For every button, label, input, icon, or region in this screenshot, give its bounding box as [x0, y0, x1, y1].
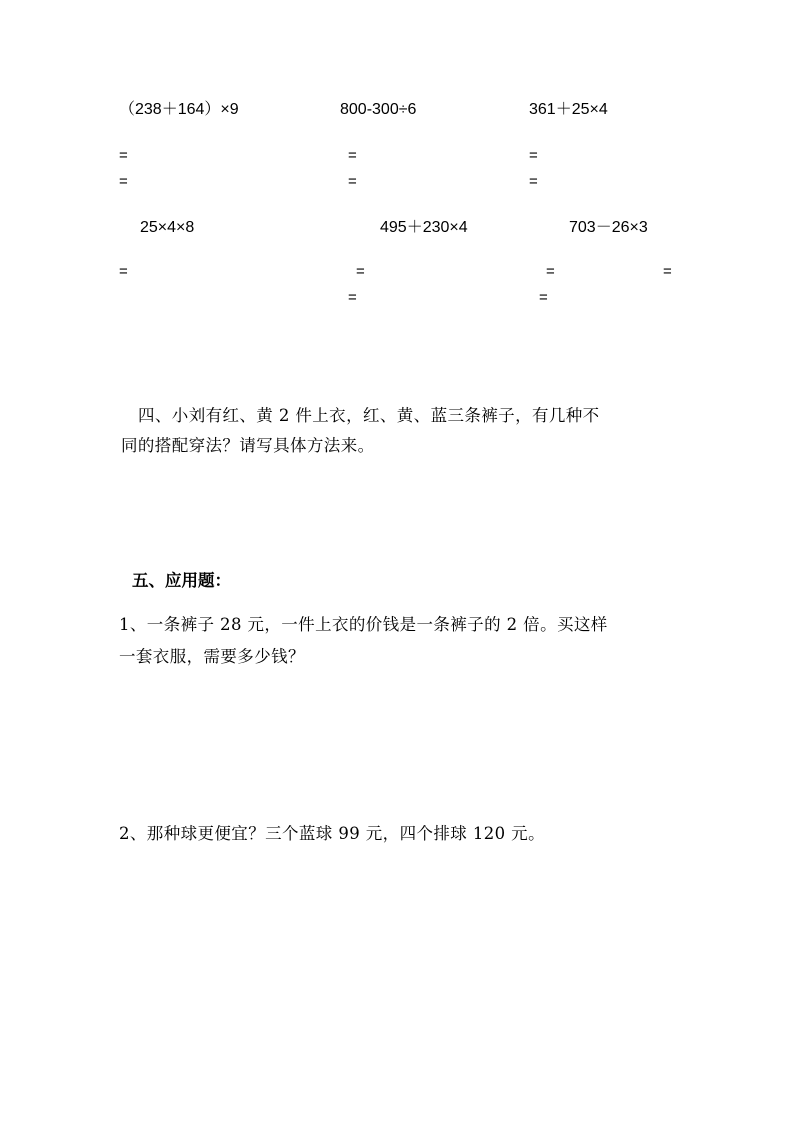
answer-line: =	[356, 263, 365, 280]
question-5-2: 2、那种球更便宜？三个蓝球 99 元，四个排球 120 元。	[119, 824, 545, 843]
answer-line: =	[119, 173, 128, 190]
answer-line: =	[119, 147, 128, 164]
answer-line: =	[663, 263, 672, 280]
answer-line: =	[539, 289, 548, 306]
expression-4: 25×4×8	[140, 219, 195, 236]
answer-line: =	[529, 173, 538, 190]
answer-line: =	[348, 147, 357, 164]
answer-line: =	[529, 147, 538, 164]
answer-line: =	[348, 173, 357, 190]
answer-line: =	[119, 263, 128, 280]
question-5-1-line-1: 1、一条裤子 28 元，一件上衣的价钱是一条裤子的 2 倍。买这样	[119, 615, 608, 634]
expression-3: 361＋25×4	[529, 101, 608, 118]
section-5-heading: 五、应用题：	[132, 571, 231, 590]
question-5-1-line-2: 一套衣服，需要多少钱？	[119, 647, 305, 666]
answer-line: =	[348, 289, 357, 306]
answer-line: =	[546, 263, 555, 280]
expression-1: （238＋164）×9	[119, 101, 239, 118]
expression-5: 495＋230×4	[380, 219, 468, 236]
expression-6: 703－26×3	[569, 219, 648, 236]
expression-2: 800-300÷6	[340, 101, 417, 118]
question-4-line-1: 四、小刘有红、黄 2 件上衣，红、黄、蓝三条裤子，有几种不	[138, 406, 600, 425]
question-4-line-2: 同的搭配穿法？请写具体方法来。	[121, 436, 375, 455]
